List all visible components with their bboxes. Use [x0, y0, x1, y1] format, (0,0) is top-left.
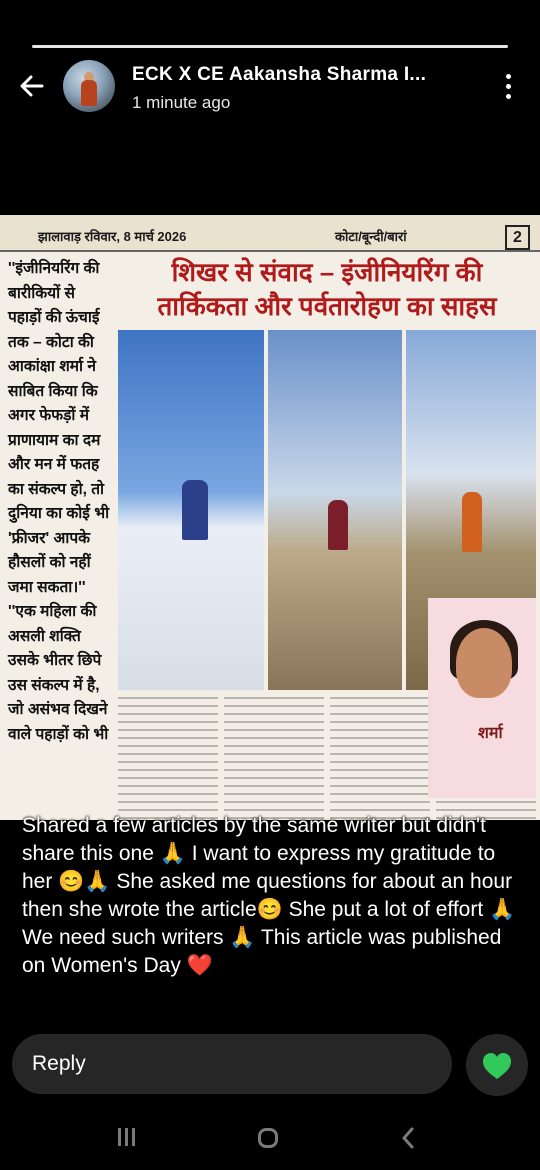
reply-input[interactable] — [12, 1034, 452, 1094]
avatar[interactable] — [63, 60, 115, 112]
story-timestamp: 1 minute ago — [132, 93, 231, 112]
system-navigation-bar — [0, 1110, 540, 1170]
article-headline — [118, 255, 536, 323]
story-caption — [22, 812, 522, 980]
writer-name-fragment: शर्मा — [478, 725, 503, 742]
caption-text: Shared a few articles by the same writer but didn't share this one 🙏 I want to express my gratitude to her 😊🙏 She asked me questions for about an hour then she wrote the article😊 She put a lot of effort 🙏 We need such writers 🙏 This article was published on Women's Day — [22, 814, 522, 977]
newspaper-dateline: झालावाड़ रविवार, 8 मार्च 2026 — [38, 229, 187, 244]
writer-portrait-inset — [428, 598, 536, 798]
story-progress-bar — [32, 45, 508, 48]
reply-label: Reply — [32, 1052, 86, 1075]
article-pull-quote: ''इंजीनियरिंग की बारीकियों से पहाड़ों की ऊंचाई तक – कोटा की आकांक्षा शर्मा ने साबित किया कि अगर फेफड़ों में प्राणायाम का दम और मन में फतह का संकल्प हो, तो दुनिया का कोई भी 'फ्रीजर' आपके हौसलों को नहीं जमा सकता।'' ''एक महिला की असली शक्ति उसके भीतर छिपे उस संकल्प में है, जो असंभव दिखने वाले पहाड़ों को भी — [8, 260, 110, 743]
story-header — [0, 60, 540, 116]
nav-back-icon[interactable] — [400, 1126, 416, 1150]
more-options-icon[interactable] — [503, 74, 513, 100]
summit-photo-2 — [268, 330, 402, 690]
contact-name[interactable]: ECK X CE Aakansha Sharma I... — [132, 64, 427, 85]
back-arrow-icon[interactable] — [16, 70, 48, 102]
summit-photo-1 — [118, 330, 264, 690]
recent-apps-icon[interactable] — [118, 1128, 140, 1148]
headline-line-1: शिखर से संवाद – इंजीनियरिंग की — [171, 257, 483, 287]
page-number: 2 — [505, 225, 530, 250]
home-icon[interactable] — [258, 1128, 278, 1148]
heart-emoji: ❤️ — [186, 954, 213, 977]
newspaper-article-image — [0, 215, 540, 820]
heart-icon — [466, 1034, 528, 1096]
newspaper-edition: कोटा/बून्दी/बारां — [335, 229, 407, 244]
newspaper-masthead-band — [0, 215, 540, 252]
headline-line-2: तार्किकता और पर्वतारोहण का साहस — [157, 291, 497, 321]
like-heart-button[interactable] — [466, 1034, 528, 1096]
